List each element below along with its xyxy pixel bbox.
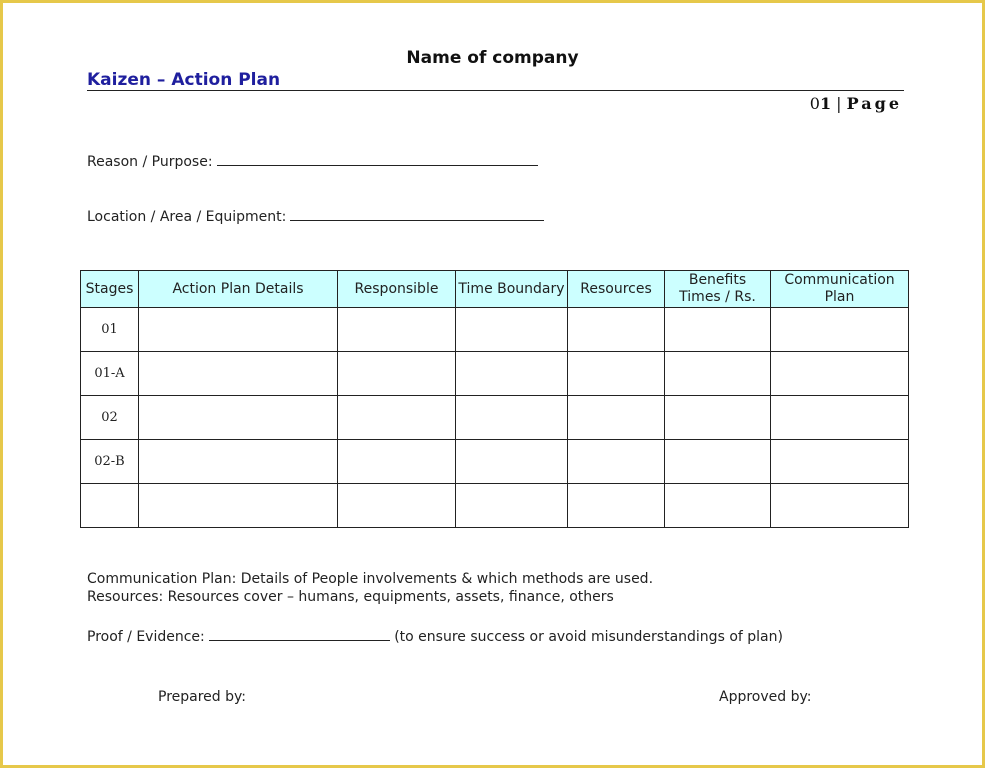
location-field [87,206,544,225]
table-cell[interactable] [771,308,909,352]
proof-hint: (to ensure success or avoid misunderstandings of plan) [394,629,783,645]
page-word: Page [846,94,902,113]
location-label: Location / Area / Equipment: [87,209,287,225]
stage-cell [81,484,139,528]
company-name: Name of company [406,48,579,68]
location-blank[interactable] [290,206,544,221]
header-time-boundary: Time Boundary [456,271,568,308]
table-cell[interactable] [139,308,338,352]
table-row [81,352,909,396]
table-row [81,484,909,528]
header-stages: Stages [81,271,139,308]
page-number [810,94,902,113]
table-cell[interactable] [568,352,665,396]
reason-field [87,151,538,170]
table-cell[interactable] [338,308,456,352]
table-row [81,440,909,484]
header-rule [87,90,904,91]
table-cell[interactable] [139,484,338,528]
table-cell[interactable] [456,484,568,528]
proof-field [87,626,783,645]
table-cell[interactable] [568,396,665,440]
stage-cell: 02-B [81,440,139,484]
approved-by-label: Approved by: [719,689,812,705]
table-cell[interactable] [771,440,909,484]
table-header-row [81,271,909,308]
table-cell[interactable] [568,484,665,528]
header-resources: Resources [568,271,665,308]
table-cell[interactable] [568,440,665,484]
stage-cell: 01 [81,308,139,352]
table-cell[interactable] [771,396,909,440]
reason-label: Reason / Purpose: [87,154,213,170]
table-cell[interactable] [665,396,771,440]
table-row [81,308,909,352]
document-title: Kaizen – Action Plan [87,70,281,90]
stage-cell: 01-A [81,352,139,396]
page-separator: | [831,94,847,113]
reason-blank[interactable] [217,151,538,166]
table-cell[interactable] [665,484,771,528]
proof-blank[interactable] [209,626,390,641]
table-cell[interactable] [456,396,568,440]
table-cell[interactable] [338,352,456,396]
table-cell[interactable] [771,484,909,528]
action-plan-table [80,270,909,528]
table-cell[interactable] [456,308,568,352]
table-cell[interactable] [139,396,338,440]
resources-note: Resources: Resources cover – humans, equipments, assets, finance, others [87,589,614,605]
communication-plan-note: Communication Plan: Details of People involvements & which methods are used. [87,571,654,587]
table-cell[interactable] [456,440,568,484]
prepared-by-label: Prepared by: [158,689,246,705]
header-benefits: Benefits Times / Rs. [665,271,771,308]
page-prefix: 0 [809,94,820,113]
header-action-plan-details: Action Plan Details [139,271,338,308]
table-cell[interactable] [665,308,771,352]
proof-label: Proof / Evidence: [87,629,205,645]
table-row [81,396,909,440]
table-cell[interactable] [771,352,909,396]
table-cell[interactable] [139,352,338,396]
page-number-value: 1 [819,94,832,113]
table-cell[interactable] [568,308,665,352]
table-cell[interactable] [338,440,456,484]
table-cell[interactable] [665,440,771,484]
table-cell[interactable] [338,484,456,528]
header-responsible: Responsible [338,271,456,308]
stage-cell: 02 [81,396,139,440]
header-communication-plan: Communication Plan [771,271,909,308]
table-cell[interactable] [665,352,771,396]
table-cell[interactable] [456,352,568,396]
table-cell[interactable] [139,440,338,484]
table-cell[interactable] [338,396,456,440]
